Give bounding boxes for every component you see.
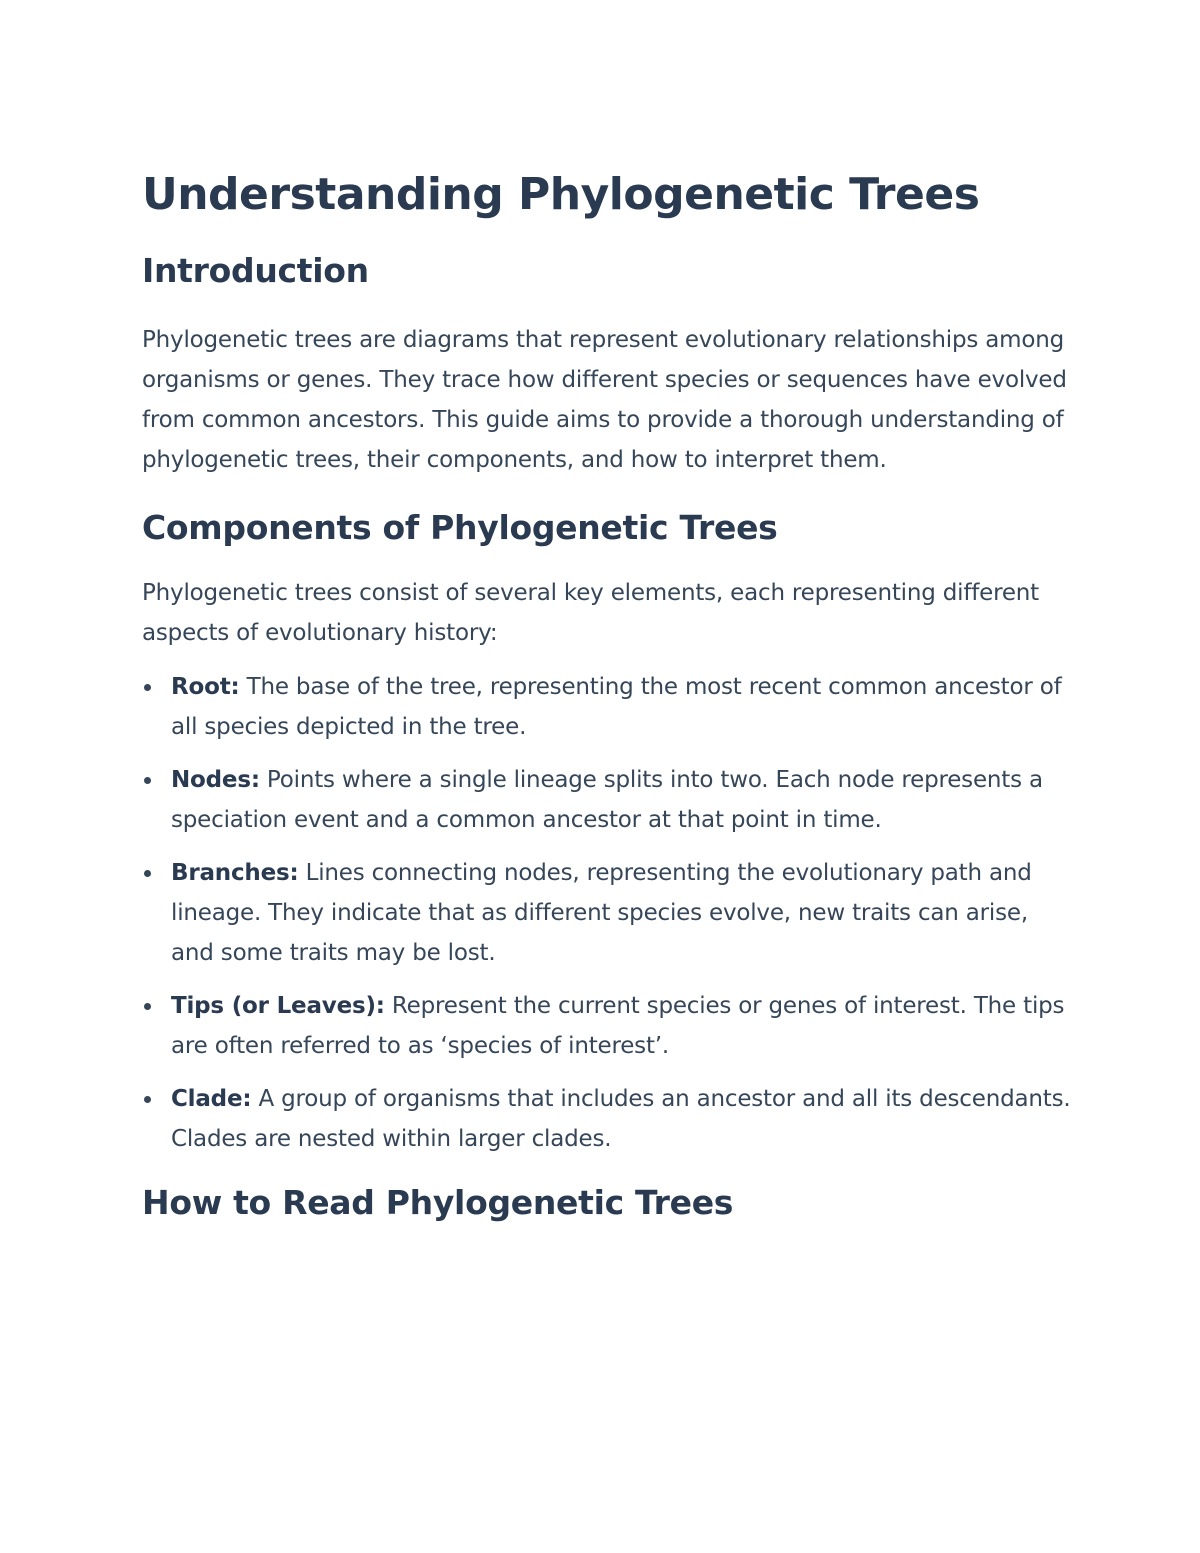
- term-separator: :: [289, 860, 299, 886]
- term-label: Root: [171, 674, 231, 700]
- components-list: [142, 667, 1072, 1159]
- term-separator: :: [242, 1086, 252, 1112]
- bullet-icon: [144, 684, 151, 691]
- list-item-nodes: [142, 760, 1072, 840]
- term-label: Tips (or Leaves): [171, 993, 376, 1019]
- term-description: The base of the tree, representing the most recent common ancestor of all species depicted in the tree.: [171, 674, 1062, 740]
- introduction-paragraph: Phylogenetic trees are diagrams that represent evolutionary relationships among organisms or genes. They trace how different species or sequences have evolved from common ancestors. This guide aims to provide a thorough understanding of phylogenetic trees, their components, and how to interpret them.: [142, 327, 1067, 473]
- term-description: Represent the current species or genes of interest. The tips are often referred to as ‘species of interest’.: [171, 993, 1065, 1059]
- term-label: Nodes: [171, 767, 251, 793]
- term-separator: :: [250, 767, 260, 793]
- document-title: Understanding Phylogenetic Trees: [142, 169, 980, 220]
- bullet-icon: [144, 870, 151, 877]
- term-description: A group of organisms that includes an ancestor and all its descendants. Clades are nested within larger clades.: [171, 1086, 1071, 1152]
- components-paragraph: Phylogenetic trees consist of several key elements, each representing different aspects of evolutionary history:: [142, 580, 1039, 646]
- term-description: Points where a single lineage splits into two. Each node represents a speciation event and a common ancestor at that point in time.: [171, 767, 1043, 833]
- introduction-heading: Introduction: [142, 251, 369, 290]
- document-page: [142, 158, 1072, 1227]
- list-item-tips: [142, 986, 1072, 1066]
- bullet-icon: [144, 1096, 151, 1103]
- list-item-branches: [142, 853, 1072, 973]
- bullet-icon: [144, 777, 151, 784]
- term-label: Branches: [171, 860, 290, 886]
- term-separator: :: [375, 993, 385, 1019]
- list-item-root: [142, 667, 1072, 747]
- components-heading: Components of Phylogenetic Trees: [142, 508, 778, 547]
- term-label: Clade: [171, 1086, 243, 1112]
- term-separator: :: [230, 674, 240, 700]
- term-description: Lines connecting nodes, representing the evolutionary path and lineage. They indicate that as different species evolve, new traits can arise, and some traits may be lost.: [171, 860, 1032, 966]
- list-item-clade: [142, 1079, 1072, 1159]
- bullet-icon: [144, 1003, 151, 1010]
- how-to-read-heading: How to Read Phylogenetic Trees: [142, 1183, 734, 1222]
